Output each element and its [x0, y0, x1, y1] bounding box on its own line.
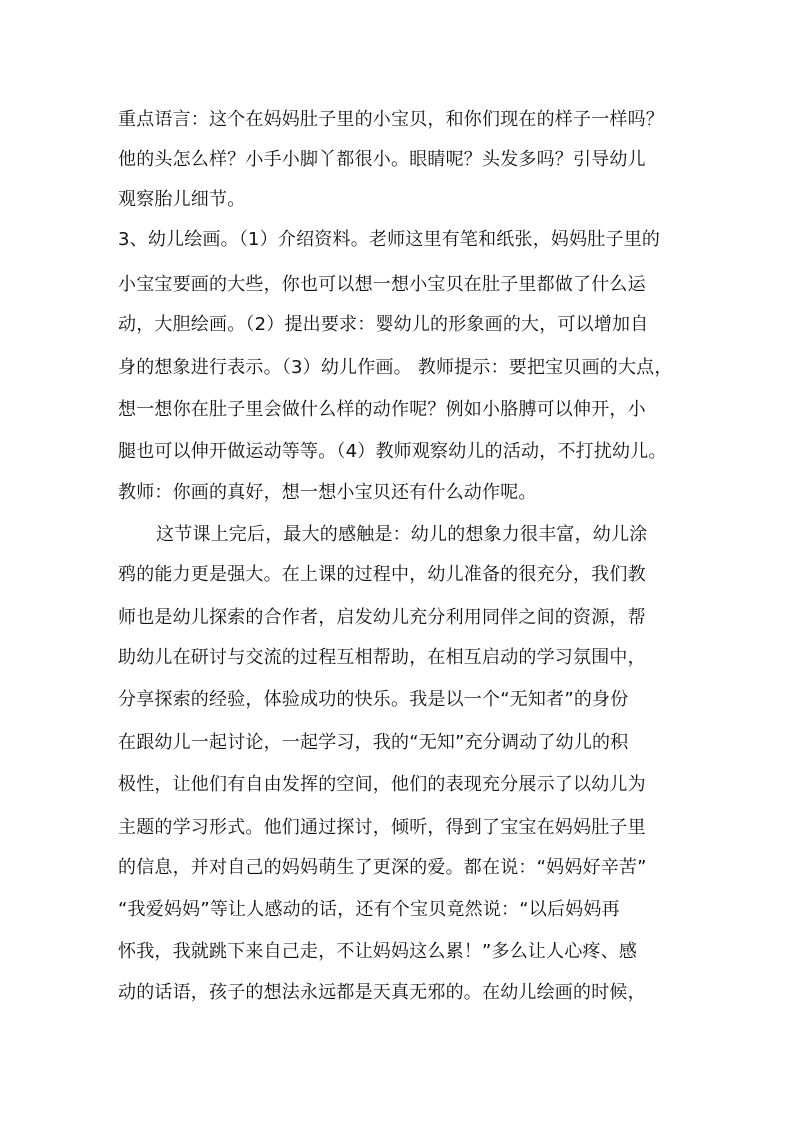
- text-line: 腿也可以伸开做运动等等。（4）教师观察幼儿的活动，不打扰幼儿。: [118, 441, 667, 462]
- text-line: 分享探索的经验，体验成功的快乐。我是以一个“无知者”的身份: [118, 689, 629, 710]
- text-line: 他的头怎么样？小手小脚丫都很小。眼睛呢？头发多吗？引导幼儿: [118, 149, 646, 170]
- text-line: 极性，让他们有自由发挥的空间，他们的表现充分展示了以幼儿为: [118, 774, 646, 795]
- text-line: 动，大胆绘画。（2）提出要求：婴幼儿的形象画的大，可以增加自: [118, 314, 649, 335]
- text-line: 教师：你画的真好，想一想小宝贝还有什么动作呢。: [118, 482, 537, 503]
- text-line: 在跟幼儿一起讨论，一起学习，我的“无知”充分调动了幼儿的积: [118, 732, 629, 753]
- text-line: 观察胎儿细节。: [118, 189, 246, 210]
- text-line: 小宝宝要画的大些，你也可以想一想小宝贝在肚子里都做了什么运: [118, 274, 646, 295]
- text-line: 的信息，并对自己的妈妈萌生了更深的爱。都在说：“妈妈好辛苦”: [118, 857, 647, 878]
- text-line: 师也是幼儿探索的合作者，启发幼儿充分利用同伴之间的资源，帮: [118, 607, 646, 628]
- text-line: 主题的学习形式。他们通过探讨，倾听，得到了宝宝在妈妈肚子里: [118, 817, 646, 838]
- text-line: 鸦的能力更是强大。在上课的过程中，幼儿准备的很充分，我们教: [118, 564, 646, 585]
- text-line: 想一想你在肚子里会做什么样的动作呢？例如小胳膊可以伸开，小: [118, 399, 646, 420]
- text-line: 助幼儿在研讨与交流的过程互相帮助，在相互启动的学习氛围中，: [118, 647, 646, 668]
- text-line: 重点语言：这个在妈妈肚子里的小宝贝，和你们现在的样子一样吗？: [118, 109, 664, 130]
- text-line: “我爱妈妈”等让人感动的话，还有个宝贝竟然说：“以后妈妈再: [118, 899, 620, 920]
- text-line: 动的话语，孩子的想法永远都是天真无邪的。在幼儿绘画的时候，: [118, 982, 646, 1003]
- text-line: 3、幼儿绘画。（1）介绍资料。老师这里有笔和纸张，妈妈肚子里的: [118, 229, 661, 250]
- paragraph-first-line: 这节课上完后，最大的感触是：幼儿的想象力很丰富，幼儿涂: [156, 524, 648, 545]
- text-line: 身的想象进行表示。（3）幼儿作画。 教师提示：要把宝贝画的大点，: [118, 357, 673, 378]
- text-line: 怀我，我就跳下来自己走，不让妈妈这么累！”多么让人心疼、感: [118, 941, 638, 962]
